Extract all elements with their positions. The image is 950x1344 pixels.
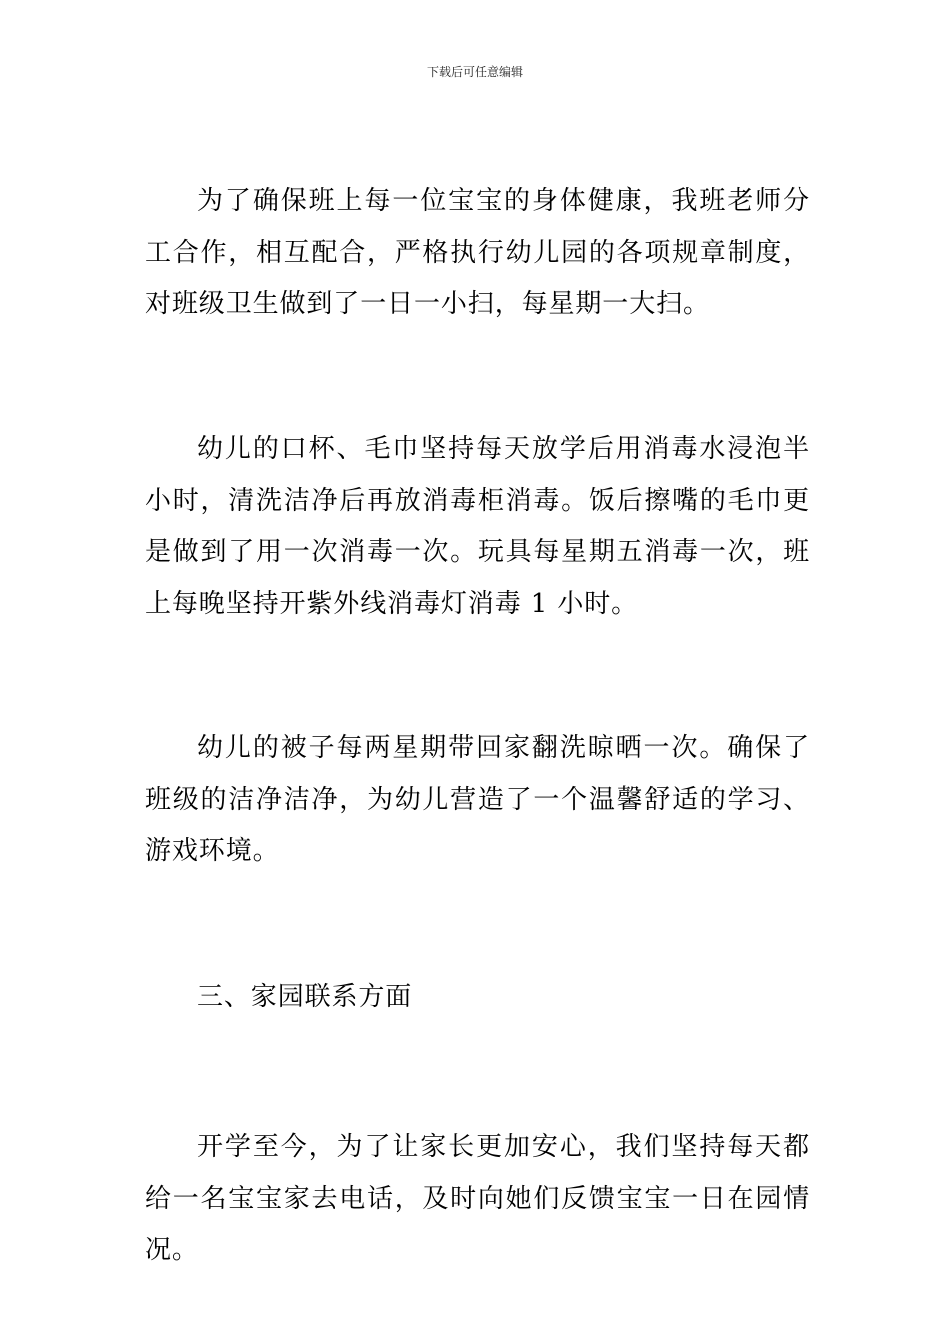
paragraph-hygiene-intro: 为了确保班上每一位宝宝的身体健康，我班老师分工合作，相互配合，严格执行幼儿园的各项规章制度，对班级卫生做到了一日一小扫，每星期一大扫。	[145, 186, 810, 319]
page-header: 下载后可任意编辑	[426, 65, 523, 79]
paragraph-disinfection: 幼儿的口杯、毛巾坚持每天放学后用消毒水浸泡半小时，清洗洁净后再放消毒柜消毒。饭后擦嘴的毛巾更是做到了用一次消毒一次。玩具每星期五消毒一次，班上每晚坚持开紫外线消毒灯消毒 1 小时。	[145, 434, 810, 619]
paragraph-parent-contact: 开学至今，为了让家长更加安心，我们坚持每天都给一名宝宝家去电话，及时向她们反馈宝宝一日在园情况。	[145, 1132, 810, 1265]
paragraph-bedding: 幼儿的被子每两星期带回家翻洗晾晒一次。确保了班级的洁净洁净，为幼儿营造了一个温馨舒适的学习、游戏环境。	[145, 733, 810, 866]
section-heading-home-school: 三、家园联系方面	[197, 982, 413, 1012]
